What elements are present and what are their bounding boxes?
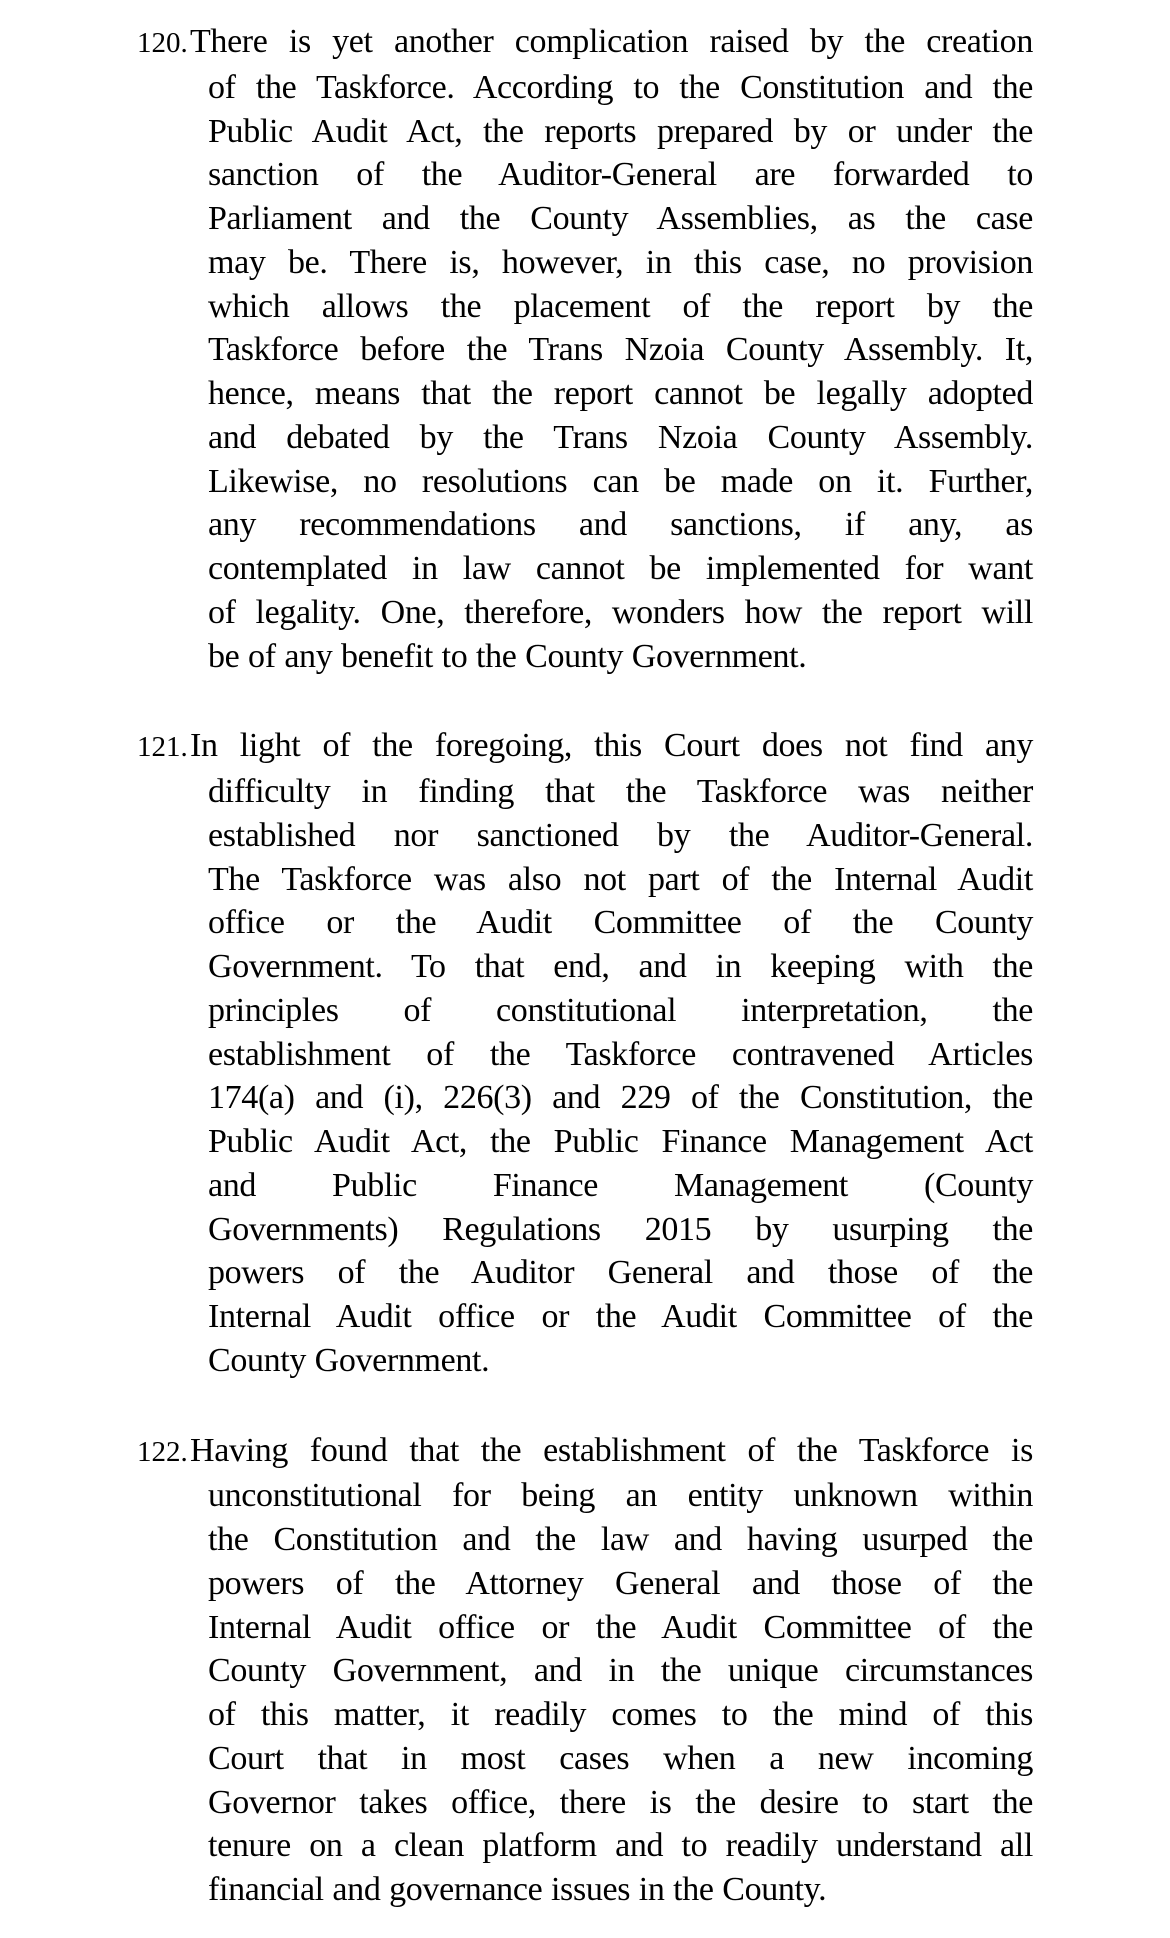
paragraph-line: Public Audit Act, the reports prepared by or under the [208,112,1033,150]
paragraph-line: Court that in most cases when a new incoming [208,1739,1033,1777]
paragraph-line: of this matter, it readily comes to the mind of this [208,1696,1033,1733]
paragraph-120 [137,20,1033,678]
paragraph-line: Internal Audit office or the Audit Committee of the [208,1608,1033,1646]
paragraph-line: County Government. [208,1341,490,1379]
paragraph-line: County Government, and in the unique circumstances [208,1652,1033,1690]
paragraph-line [137,20,1033,66]
paragraph-line: Governor takes office, there is the desire to start the [208,1783,1033,1821]
paragraph-line: financial and governance issues in the County. [208,1871,827,1908]
paragraph-line: established nor sanctioned by the Auditor-General. [208,816,1033,854]
paragraph-line: powers of the Attorney General and those of the [208,1564,1033,1602]
paragraph-line: Likewise, no resolutions can be made on it. Further, [208,462,1033,500]
paragraph-line: office or the Audit Committee of the County [208,904,1033,942]
paragraph-number: 121. [137,731,188,764]
paragraph-line: of legality. One, therefore, wonders how the report will [208,593,1033,631]
paragraph-first-line-text: In light of the foregoing, this Court does not find any [190,727,1033,765]
paragraph-line: the Constitution and the law and having usurped the [208,1521,1033,1558]
paragraph-number: 120. [137,27,188,59]
paragraph-line: which allows the placement of the report by the [208,287,1033,325]
paragraph-line: be of any benefit to the County Government. [208,637,807,675]
paragraph-121 [137,724,1033,1382]
paragraph-line: and Public Finance Management (County [208,1166,1033,1204]
paragraph-line: Taskforce before the Trans Nzoia County Assembly. It, [208,331,1033,369]
paragraph-line: establishment of the Taskforce contravened Articles [208,1035,1033,1073]
paragraph-line: principles of constitutional interpretation, the [208,991,1033,1029]
paragraph-line: of the Taskforce. According to the Constitution and the [208,68,1033,106]
paragraph-122 [137,1429,1033,1912]
paragraph-line: may be. There is, however, in this case, no provision [208,243,1033,281]
paragraph-line: Public Audit Act, the Public Finance Management Act [208,1123,1033,1160]
paragraph-line: Parliament and the County Assemblies, as the case [208,200,1033,237]
paragraph-line: difficulty in finding that the Taskforce was neither [208,773,1033,810]
paragraph-line: hence, means that the report cannot be legally adopted [208,375,1033,412]
paragraph-line: tenure on a clean platform and to readily understand all [208,1827,1033,1865]
paragraph-line: Internal Audit office or the Audit Committee of the [208,1298,1033,1335]
paragraph-line: Government. To that end, and in keeping with the [208,948,1033,985]
paragraph-line: and debated by the Trans Nzoia County Assembly. [208,418,1033,456]
paragraph-line: powers of the Auditor General and those of the [208,1254,1033,1292]
paragraph-first-line-text: There is yet another complication raised by the creation [190,23,1033,60]
paragraph-line [137,1429,1033,1475]
paragraph-line [137,724,1033,770]
paragraph-line: 174(a) and (i), 226(3) and 229 of the Constitution, the [208,1079,1033,1117]
paragraph-first-line-text: Having found that the establishment of the Taskforce is [190,1431,1033,1469]
paragraph-line: sanction of the Auditor-General are forwarded to [208,156,1033,194]
paragraph-line: Governments) Regulations 2015 by usurping the [208,1210,1033,1248]
paragraph-line: unconstitutional for being an entity unknown within [208,1477,1033,1515]
paragraph-line: The Taskforce was also not part of the Internal Audit [208,860,1033,898]
paragraph-line: contemplated in law cannot be implemented for want [208,550,1033,587]
paragraph-line: any recommendations and sanctions, if any, as [208,506,1033,544]
paragraph-number: 122. [137,1435,188,1468]
